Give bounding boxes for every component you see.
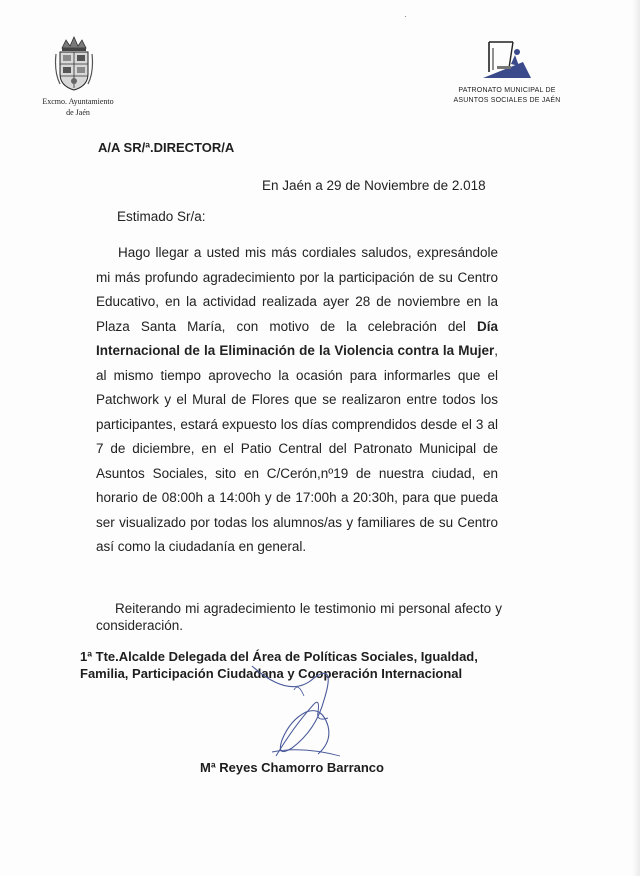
closing-paragraph: Reiterando mi agradecimiento le testimonio mi personal afecto y consideración. xyxy=(96,601,502,633)
patronato-label: PATRONATO MUNICIPAL DE ASUNTOS SOCIALES DE JAÉN xyxy=(453,87,561,104)
event-name: Día Internacional de la Eliminación de la Violencia contra la Mujer xyxy=(96,318,498,358)
patronato-logo-icon xyxy=(479,38,533,82)
handwritten-signature xyxy=(232,660,362,770)
signer-name: Mª Reyes Chamorro Barranco xyxy=(200,760,384,775)
date-line: En Jaén a 29 de Noviembre de 2.018 xyxy=(262,178,486,193)
salutation: Estimado Sr/a: xyxy=(117,209,206,224)
letter-body: Hago llegar a usted mis más cordiales saludos, expresándole mi más profundo agradecimiento por la participación de su Centro Educativo, en la actividad realizada ayer 28 de noviembre en la Plaza Santa María, con motivo de la celebración del Día Internacional de la Eliminación de la Violencia contra la Mujer, al mismo tiempo aprovecho la ocasión para informarles que el Patchwork y el Mural de Flores que se realizaron entre todos los participantes, estará expuesto los días comprendidos desde el 3 al 7 de diciembre, en el Patio Central del Patronato Municipal de Asuntos Sociales, sito en C/Cerón,nº19 de nuestra ciudad, en horario de 08:00h a 14:00h y de 17:00h a 20:30h, para que pueda ser visualizado por todas los alumnos/as y familiares de su Centro así como la ciudadanía en general. xyxy=(96,245,498,554)
recipient-line: A/A SR/ª.DIRECTOR/A xyxy=(98,140,235,155)
coat-of-arms-icon xyxy=(54,34,94,92)
signer-role: 1ª Tte.Alcalde Delegada del Área de Políticas Sociales, Igualdad, Familia, Participación Ciudadana y Cooperación Internacional xyxy=(80,649,478,681)
scan-speck: · xyxy=(404,12,407,21)
ayuntamiento-label: Excmo. Ayuntamiento de Jaén xyxy=(42,97,114,117)
